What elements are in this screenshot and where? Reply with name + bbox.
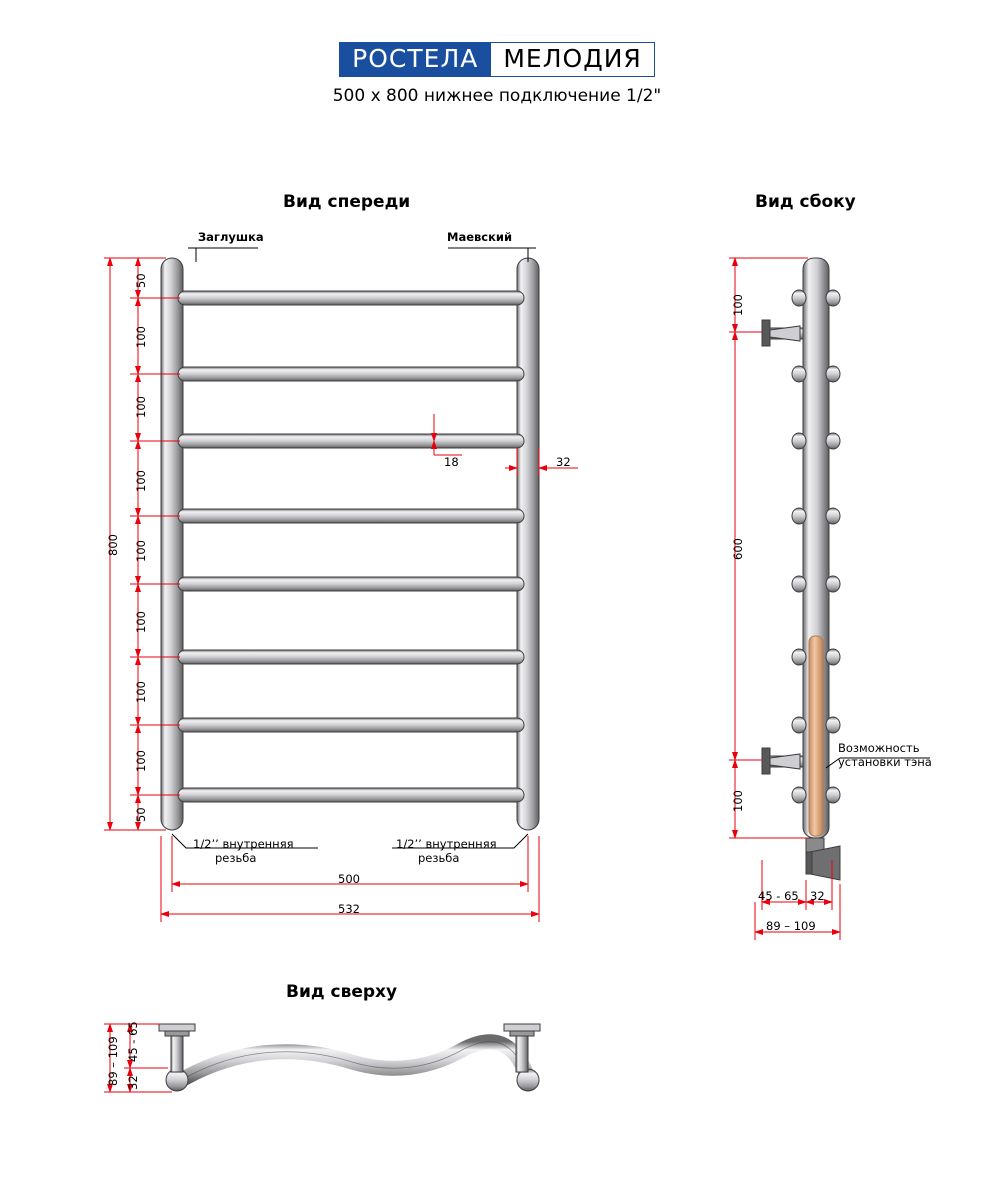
callout-thread-right-line1: 1/2’’ внутренняя [396,837,497,851]
dim-front-seg-5: 100 [134,611,148,633]
dim-front-seg-3: 100 [134,470,148,492]
dim-side-top: 100 [731,294,745,316]
dim-front-seg-4: 100 [134,540,148,562]
dim-side-depth-range: 45 - 65 [758,889,799,903]
callout-mayevsky: Маевский [447,230,513,244]
dim-side-bottom: 100 [731,790,745,812]
front-view-title: Вид спереди [283,192,411,212]
dim-top-total: 89 – 109 [106,1036,120,1086]
callout-thread-left-line2: резьба [215,851,257,865]
dim-front-total-height: 800 [106,534,120,556]
callout-heater-line2: установки тэна [838,755,932,769]
dim-front-width-outer: 532 [338,902,360,916]
dim-side-middle: 600 [731,538,745,560]
brand-name-secondary: МЕЛОДИЯ [490,42,654,77]
dim-top-small: 32 [126,1075,140,1090]
dim-front-seg-top: 50 [134,273,148,288]
callout-thread-right-line2: резьба [418,851,460,865]
dim-front-bar-offset: 18 [444,455,459,469]
dim-side-depth-small: 32 [810,889,825,903]
dim-side-depth-total: 89 – 109 [766,919,816,933]
dim-front-seg-2: 100 [134,396,148,418]
brand-name-primary: РОСТЕЛА [339,42,491,77]
callout-plug: Заглушка [198,230,264,244]
dim-front-seg-6: 100 [134,681,148,703]
dim-front-seg-7: 100 [134,750,148,772]
dim-front-seg-1: 100 [134,326,148,348]
dim-front-seg-bottom: 50 [134,807,148,822]
top-view-title: Вид сверху [286,982,398,1002]
callout-thread-left-line1: 1/2’’ внутренняя [193,837,294,851]
dim-front-width-inner: 500 [338,872,360,886]
callout-heater-line1: Возможность [838,741,920,755]
dim-front-tube-offset: 32 [556,455,571,469]
side-view-title: Вид сбоку [755,192,856,212]
dim-top-range: 45 - 65 [126,1021,140,1062]
product-subtitle: 500 x 800 нижнее подключение 1/2" [332,86,662,106]
